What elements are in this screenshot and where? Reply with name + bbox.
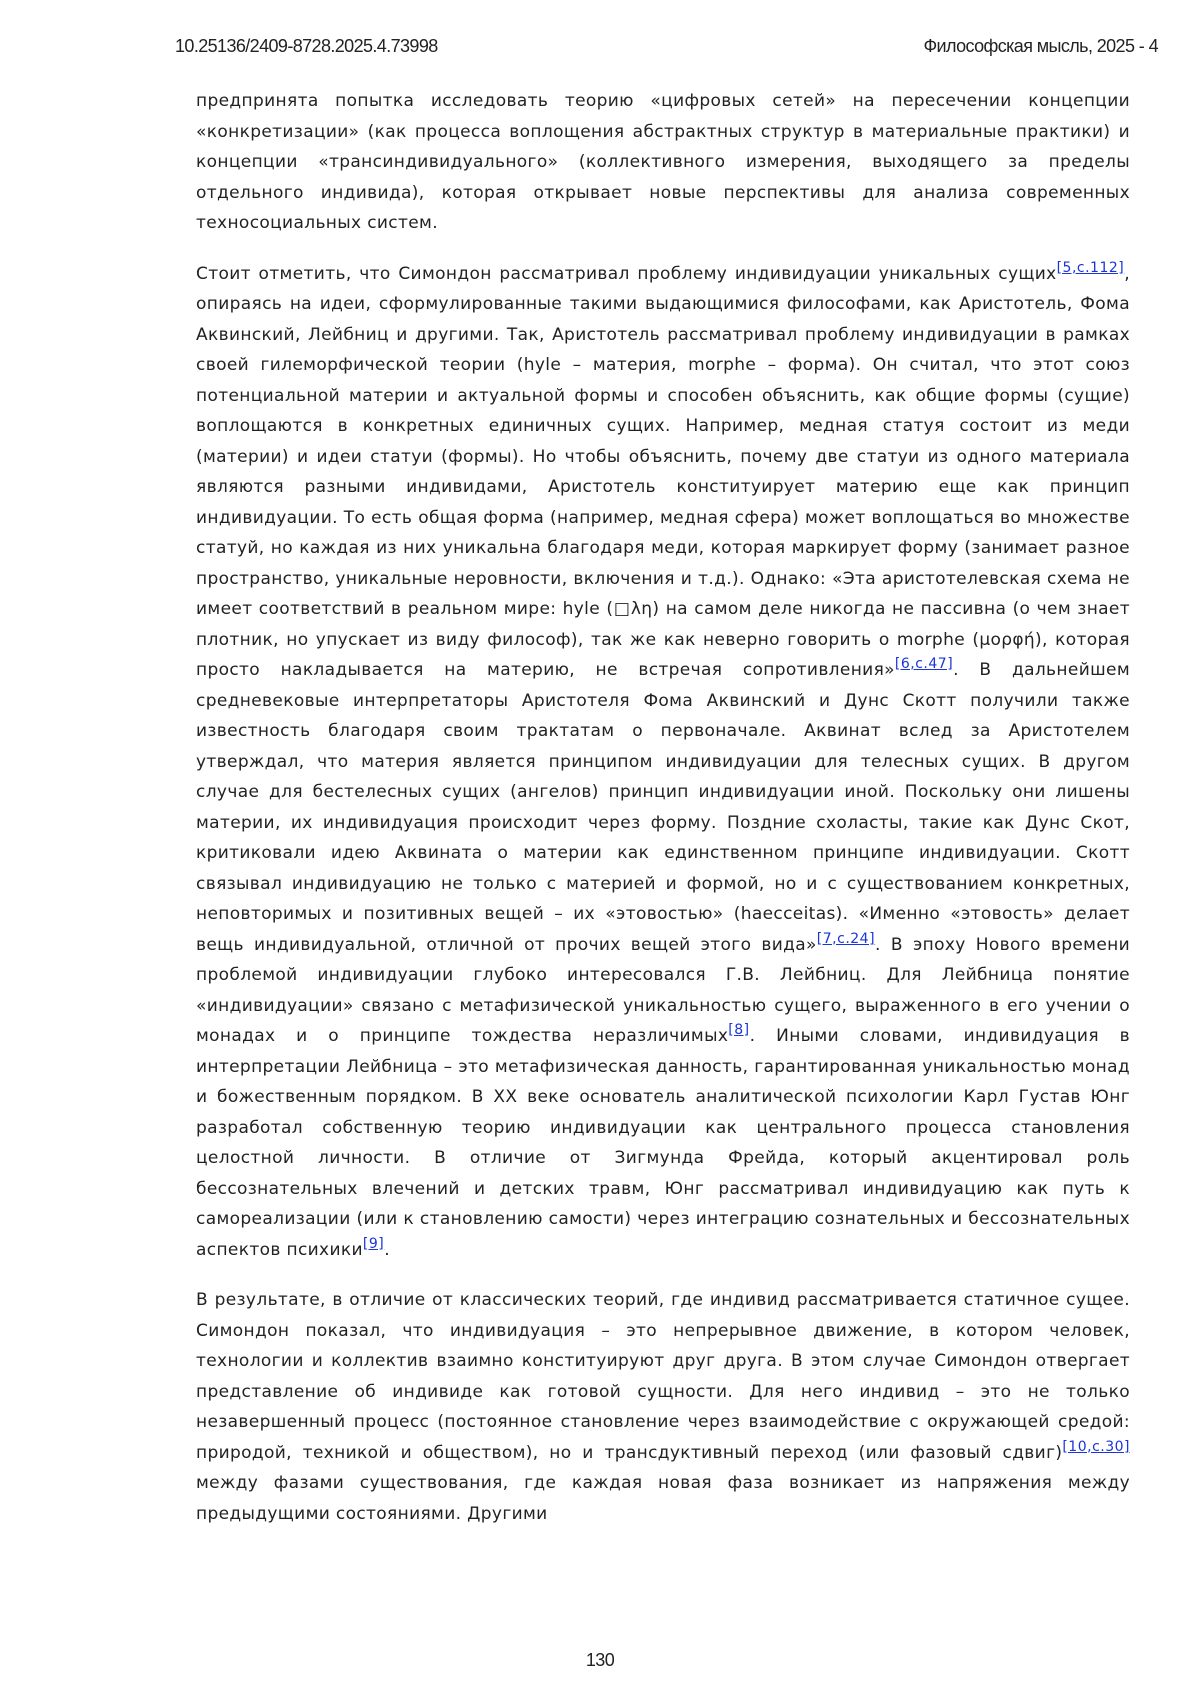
- citation-link[interactable]: [10,c.30]: [1062, 1438, 1130, 1455]
- doi-header: 10.25136/2409-8728.2025.4.73998: [175, 36, 438, 56]
- citation-link[interactable]: [6,c.47]: [894, 656, 954, 672]
- paragraph: [196, 259, 1130, 1266]
- paragraph-text: . В дальнейшем средневековые интерпретаторы Аристотеля Фома Аквинский и Дунс Скотт получили также известность благодаря своим трактатам о первоначале. Аквинат вслед за Аристотелем утверждал, что материя является принципом индивидуации для телесных сущих. В другом случае для бестелесных сущих (ангелов) принцип индивидуации иной. Поскольку они лишены материи, их индивидуация происходит через форму. Поздние схоласты, такие как Дунс Скот, критиковали идею Аквината о материи как единственном принципе индивидуации. Скотт связывал индивидуацию не только с материей и формой, но и с существованием конкретных, неповторимых и позитивных вещей – их «этовостью» (haecceitas). «Именно «этовость» делает вещь индивидуальной, отличной от прочих вещей этого вида»: [196, 660, 1130, 955]
- paragraph: [196, 1285, 1130, 1529]
- citation-link[interactable]: [5,c.112]: [1056, 259, 1125, 276]
- citation-link[interactable]: [9]: [362, 1235, 385, 1252]
- paragraph-text: В результате, в отличие от классических теорий, где индивид рассматривается статичное сущее. Симондон показал, что индивидуация – это непрерывное движение, в котором человек, технологии и коллектив взаимно конституируют друг друга. В этом случае Симондон отвергает представление об индивиде как готовой сущности. Для него индивид – это не только незавершенный процесс (постоянное становление через взаимодействие с окружающей средой: природой, техникой и обществом), но и трансдуктивный переход (или фазовый сдвиг): [196, 1290, 1130, 1463]
- journal-header: Философская мысль, 2025 - 4: [923, 36, 1158, 56]
- page-number: 130: [585, 1650, 615, 1670]
- citation-link[interactable]: [8]: [728, 1022, 750, 1038]
- paragraph-text: . Иными словами, индивидуация в интерпретации Лейбница – это метафизическая данность, гарантированная уникальностью монад и божественным порядком. В XX веке основатель аналитической психологии Карл Густав Юнг разработал собственную теорию индивидуации как центрального процесса становления целостной личности. В отличие от Зигмунда Фрейда, который акцентировал роль бессознательных влечений и детских травм, Юнг рассматривал индивидуацию как путь к самореализации (или к становлению самости) через интеграцию сознательных и бессознательных аспектов психики: [196, 1026, 1130, 1260]
- paragraph-text: между фазами существования, где каждая новая фаза возникает из напряжения между предыдущими состояниями. Другими: [196, 1473, 1130, 1524]
- paragraph-text: предпринята попытка исследовать теорию «цифровых сетей» на пересечении концепции «конкретизации» (как процесса воплощения абстрактных структур в материальные практики) и концепции «трансиндивидуального» (коллективного измерения, выходящего за пределы отдельного индивида), которая открывает новые перспективы для анализа современных техносоциальных систем.: [196, 91, 1130, 233]
- paragraph-text: , опираясь на идеи, сформулированные такими выдающимися философами, как Аристотель, Фома Аквинский, Лейбниц и другими. Так, Аристотель рассматривал проблему индивидуации в рамках своей гилеморфической теории (hyle – материя, morphe – форма). Он считал, что этот союз потенциальной материи и актуальной формы и способен объяснить, как общие формы (сущие) воплощаются в конкретных единичных сущих. Например, медная статуя состоит из меди (материи) и идеи статуи (формы). Но чтобы объяснить, почему две статуи из одного материала являются разными индивидами, Аристотель конституирует материю еще как принцип индивидуации. То есть общая форма (например, медная сфера) может воплощаться во множестве статуй, но каждая из них уникальна благодаря меди, которая маркирует форму (занимает разное пространство, уникальные неровности, включения и т.д.). Однако: «Эта аристотелевская схема не имеет соответствий в реальном мире: hyle (□λη) на самом деле никогда не пассивна (о чем знает плотник, но упускает из виду философ), так же как неверно говорить о morphe (μορφή), которая просто накладывается на материю, не встречая сопротивления»: [196, 263, 1130, 680]
- paragraph-text: . В эпоху Нового времени проблемой индивидуации глубоко интересовался Г.В. Лейбниц. Для Лейбница понятие «индивидуации» связано с метафизической уникальностью сущего, выраженного в его учении о монадах и о принципе тождества неразличимых: [196, 934, 1130, 1046]
- citation-link[interactable]: [7,c.24]: [816, 930, 876, 947]
- paragraph-text: Стоит отметить, что Симондон рассматривал проблему индивидуации уникальных сущих: [196, 263, 1057, 284]
- paragraph-text: .: [384, 1239, 390, 1260]
- article-body: [196, 86, 1130, 1549]
- paragraph: [196, 86, 1130, 239]
